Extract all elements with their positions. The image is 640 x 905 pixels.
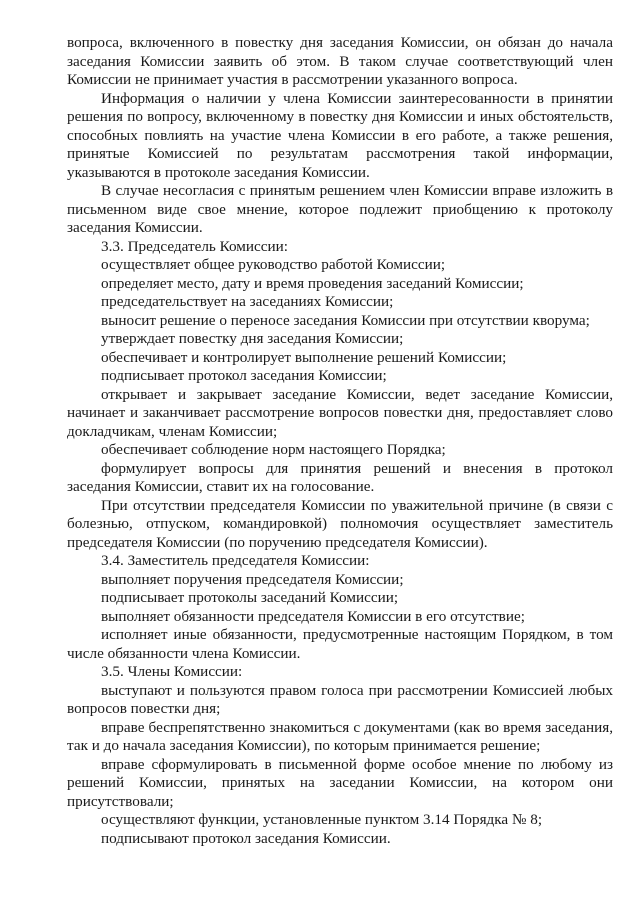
paragraph: вправе сформулировать в письменной форме особое мнение по любому из решений Комиссии, принятых на заседании Комиссии, на котором они присутствовали; bbox=[67, 755, 613, 810]
paragraph: 3.4. Заместитель председателя Комиссии: bbox=[101, 552, 370, 569]
paragraph: 3.5. Члены Комиссии: bbox=[101, 663, 243, 680]
paragraph: подписывает протоколы заседаний Комиссии; bbox=[101, 589, 399, 606]
paragraph: осуществляют функции, установленные пунктом 3.14 Порядка № 8; bbox=[101, 811, 543, 828]
document-page bbox=[67, 34, 613, 848]
paragraph: открывает и закрывает заседание Комиссии, ведет заседание Комиссии, начинает и заканчивает рассмотрение вопросов повестки дня, предоставляет слово докладчикам, членам Комиссии; bbox=[67, 385, 613, 440]
paragraph: обеспечивает соблюдение норм настоящего Порядка; bbox=[101, 441, 446, 458]
paragraph: Информация о наличии у члена Комиссии заинтересованности в принятии решения по вопросу, включенному в повестку дня Комиссии и иных обстоятельств, способных повлиять на участие члена Комиссии в его работе, а также решения, принятые Комиссией по результатам рассмотрения такой информации, указываются в протоколе заседания Комиссии. bbox=[67, 89, 613, 181]
paragraph: вопроса, включенного в повестку дня заседания Комиссии, он обязан до начала заседания Комиссии заявить об этом. В таком случае соответствующий член Комиссии не принимает участия в рассмотрении указанного вопроса. bbox=[67, 34, 613, 88]
paragraph: председательствует на заседаниях Комиссии; bbox=[101, 293, 394, 310]
paragraph: выступают и пользуются правом голоса при рассмотрении Комиссией любых вопросов повестки дня; bbox=[67, 681, 613, 717]
paragraph: подписывает протокол заседания Комиссии; bbox=[101, 367, 387, 384]
paragraph: выполняет поручения председателя Комиссии; bbox=[101, 570, 404, 588]
paragraph: утверждает повестку дня заседания Комиссии; bbox=[101, 330, 404, 347]
paragraph: осуществляет общее руководство работой Комиссии; bbox=[101, 256, 446, 273]
paragraph: В случае несогласия с принятым решением член Комиссии вправе изложить в письменном виде свое мнение, которое подлежит приобщению к протоколу заседания Комиссии. bbox=[67, 182, 613, 236]
paragraph: исполняет иные обязанности, предусмотренные настоящим Порядком, в том числе обязанности члена Комиссии. bbox=[67, 626, 613, 662]
paragraph: При отсутствии председателя Комиссии по уважительной причине (в связи с болезнью, отпуском, командировкой) полномочия осуществляет заместитель председателя Комиссии (по поручению председателя Комиссии). bbox=[67, 496, 613, 551]
paragraph: обеспечивает и контролирует выполнение решений Комиссии; bbox=[101, 348, 507, 366]
paragraph: определяет место, дату и время проведения заседаний Комиссии; bbox=[101, 274, 524, 292]
paragraph: подписывают протокол заседания Комиссии. bbox=[101, 829, 391, 847]
paragraph: вправе беспрепятственно знакомиться с документами (как во время заседания, так и до начала заседания Комиссии), по которым принимается решение; bbox=[67, 718, 613, 754]
paragraph: формулирует вопросы для принятия решений и внесения в протокол заседания Комиссии, ставит их на голосование. bbox=[67, 459, 613, 495]
paragraph: 3.3. Председатель Комиссии: bbox=[101, 237, 289, 255]
paragraph: выносит решение о переносе заседания Комиссии при отсутствии кворума; bbox=[101, 311, 590, 329]
paragraph: выполняет обязанности председателя Комиссии в его отсутствие; bbox=[101, 607, 525, 625]
